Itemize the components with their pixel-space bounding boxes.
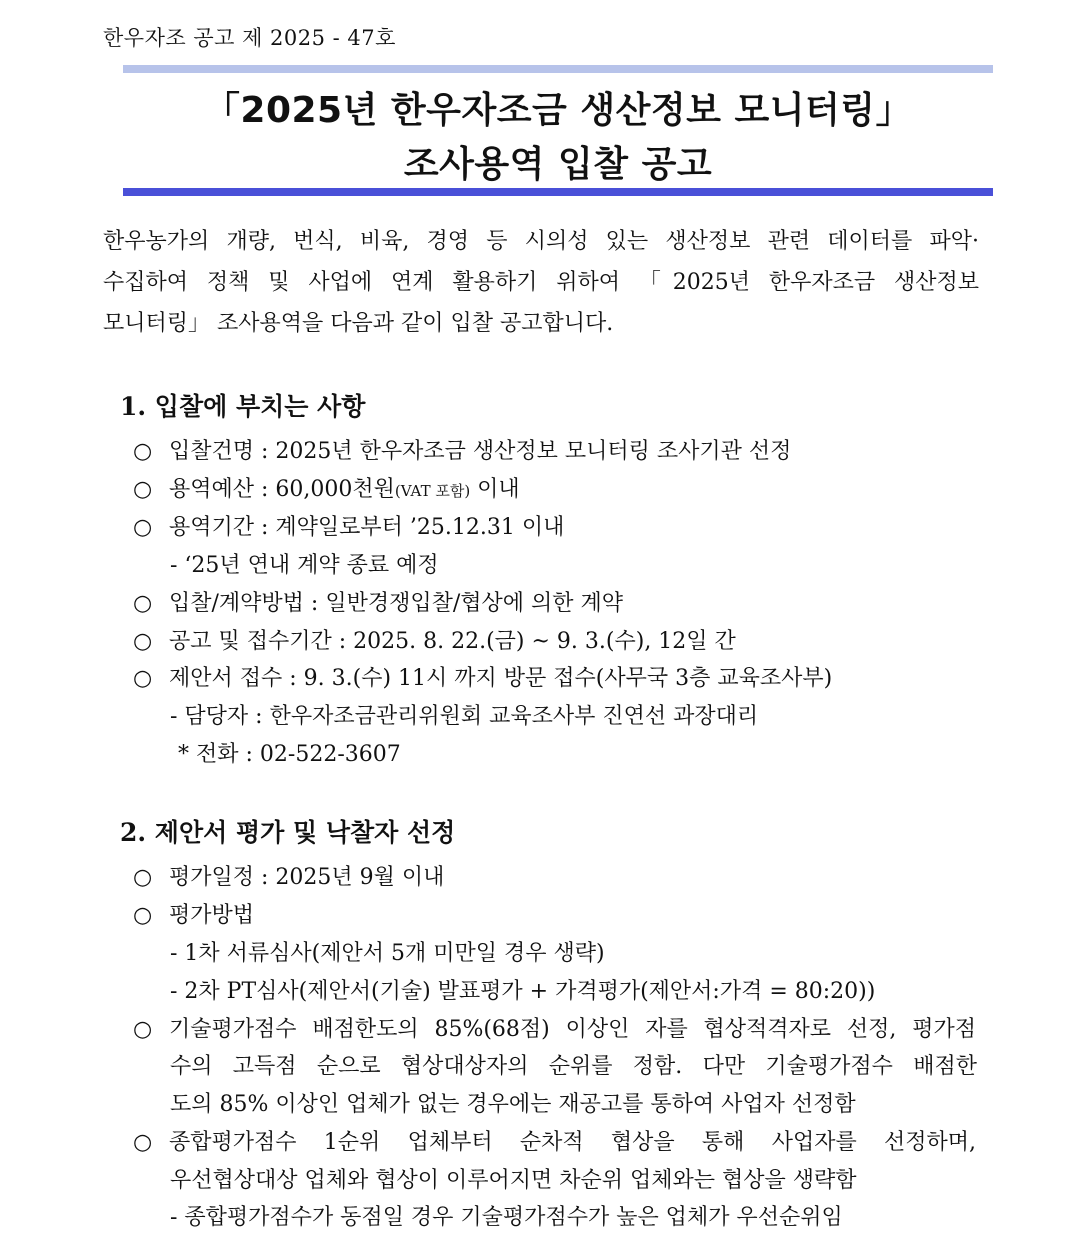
title-bottom-bar bbox=[123, 188, 993, 196]
contact-person: - 담당자 : 한우자조금관리위원회 교육조사부 진연선 과장대리 bbox=[170, 704, 759, 729]
bullet-proposal bbox=[133, 661, 832, 692]
eval-method-text: 평가방법 bbox=[169, 903, 255, 928]
bullet-method bbox=[133, 586, 623, 617]
item-name-text: 입찰건명 : 2025년 한우자조금 생산정보 모니터링 조사기관 선정 bbox=[169, 439, 792, 464]
proposal-text: 제안서 접수 : 9. 3.(수) 11시 까지 방문 접수(사무국 3층 교육조사부) bbox=[169, 666, 833, 691]
contact-phone: * 전화 : 02-522-3607 bbox=[178, 742, 401, 767]
bullet-icon: ○ bbox=[133, 1130, 153, 1155]
bullet-icon: ○ bbox=[133, 477, 153, 502]
page-title-line1: 「2025년 한우자조금 생산정보 모니터링」 bbox=[203, 90, 913, 131]
tech-score-line: 수의 고득점 순으로 협상대상자의 순위를 정함. 다만 기술평가점수 배점한 bbox=[170, 1054, 977, 1079]
bullet-icon: ○ bbox=[133, 629, 153, 654]
bullet-icon: ○ bbox=[133, 1017, 153, 1042]
intro-line: 모니터링」 조사용역을 다음과 같이 입찰 공고합니다. bbox=[103, 311, 614, 336]
bullet-icon: ○ bbox=[133, 865, 153, 890]
total-score-line: 우선협상대상 업체와 협상이 이루어지면 차순위 업체와는 협상을 생략함 bbox=[170, 1168, 857, 1193]
total-score-subnote: - 종합평가점수가 동점일 경우 기술평가점수가 높은 업체가 우선순위임 bbox=[170, 1205, 843, 1230]
title-top-bar bbox=[123, 65, 993, 73]
eval-step2: - 2차 PT심사(제안서(기술) 발표평가 + 가격평가(제안서:가격 = 80:20)) bbox=[170, 979, 876, 1004]
notice-number: 한우자조 공고 제 2025 - 47호 bbox=[103, 26, 396, 50]
bullet-schedule bbox=[133, 860, 444, 891]
total-score-line: 종합평가점수 1순위 업체부터 순차적 협상을 통해 사업자를 선정하며, bbox=[169, 1130, 976, 1155]
method-text: 입찰/계약방법 : 일반경쟁입찰/협상에 의한 계약 bbox=[169, 591, 623, 616]
budget-tail: 이내 bbox=[470, 477, 520, 502]
notice-period-text: 공고 및 접수기간 : 2025. 8. 22.(금) ~ 9. 3.(수), 12일 간 bbox=[169, 629, 736, 654]
bullet-icon: ○ bbox=[133, 439, 153, 464]
tech-score-line: 도의 85% 이상인 업체가 없는 경우에는 재공고를 통하여 사업자 선정함 bbox=[170, 1092, 856, 1117]
bullet-icon: ○ bbox=[133, 591, 153, 616]
period-subnote: - ‘25년 연내 계약 종료 예정 bbox=[170, 553, 439, 578]
eval-step1: - 1차 서류심사(제안서 5개 미만일 경우 생략) bbox=[170, 941, 605, 966]
bullet-tech-score bbox=[133, 1012, 976, 1043]
bullet-eval-method bbox=[133, 898, 254, 929]
bullet-period bbox=[133, 510, 564, 541]
bullet-icon: ○ bbox=[133, 515, 153, 540]
bullet-budget bbox=[133, 472, 520, 503]
tech-score-line: 기술평가점수 배점한도의 85%(68점) 이상인 자를 협상적격자로 선정, 평가점 bbox=[169, 1017, 976, 1042]
bullet-total-score bbox=[133, 1125, 976, 1156]
intro-line: 한우농가의 개량, 번식, 비육, 경영 등 시의성 있는 생산정보 관련 데이터를 파악· bbox=[103, 229, 979, 254]
period-text: 용역기간 : 계약일로부터 ’25.12.31 이내 bbox=[169, 515, 565, 540]
section1-heading: 1. 입찰에 부치는 사항 bbox=[120, 392, 366, 421]
budget-vat-note: (VAT 포함) bbox=[394, 482, 471, 500]
schedule-text: 평가일정 : 2025년 9월 이내 bbox=[169, 865, 445, 890]
bullet-icon: ○ bbox=[133, 903, 153, 928]
intro-line: 수집하여 정책 및 사업에 연계 활용하기 위하여 「2025년 한우자조금 생산정보 bbox=[103, 270, 979, 295]
intro-paragraph bbox=[103, 221, 979, 344]
section2-heading: 2. 제안서 평가 및 낙찰자 선정 bbox=[120, 818, 456, 847]
bullet-icon: ○ bbox=[133, 666, 153, 691]
budget-text: 용역예산 : 60,000천원 bbox=[169, 477, 395, 502]
bullet-notice-period bbox=[133, 624, 736, 655]
page-title-line2: 조사용역 입찰 공고 bbox=[403, 144, 713, 185]
bullet-item-name bbox=[133, 434, 791, 465]
